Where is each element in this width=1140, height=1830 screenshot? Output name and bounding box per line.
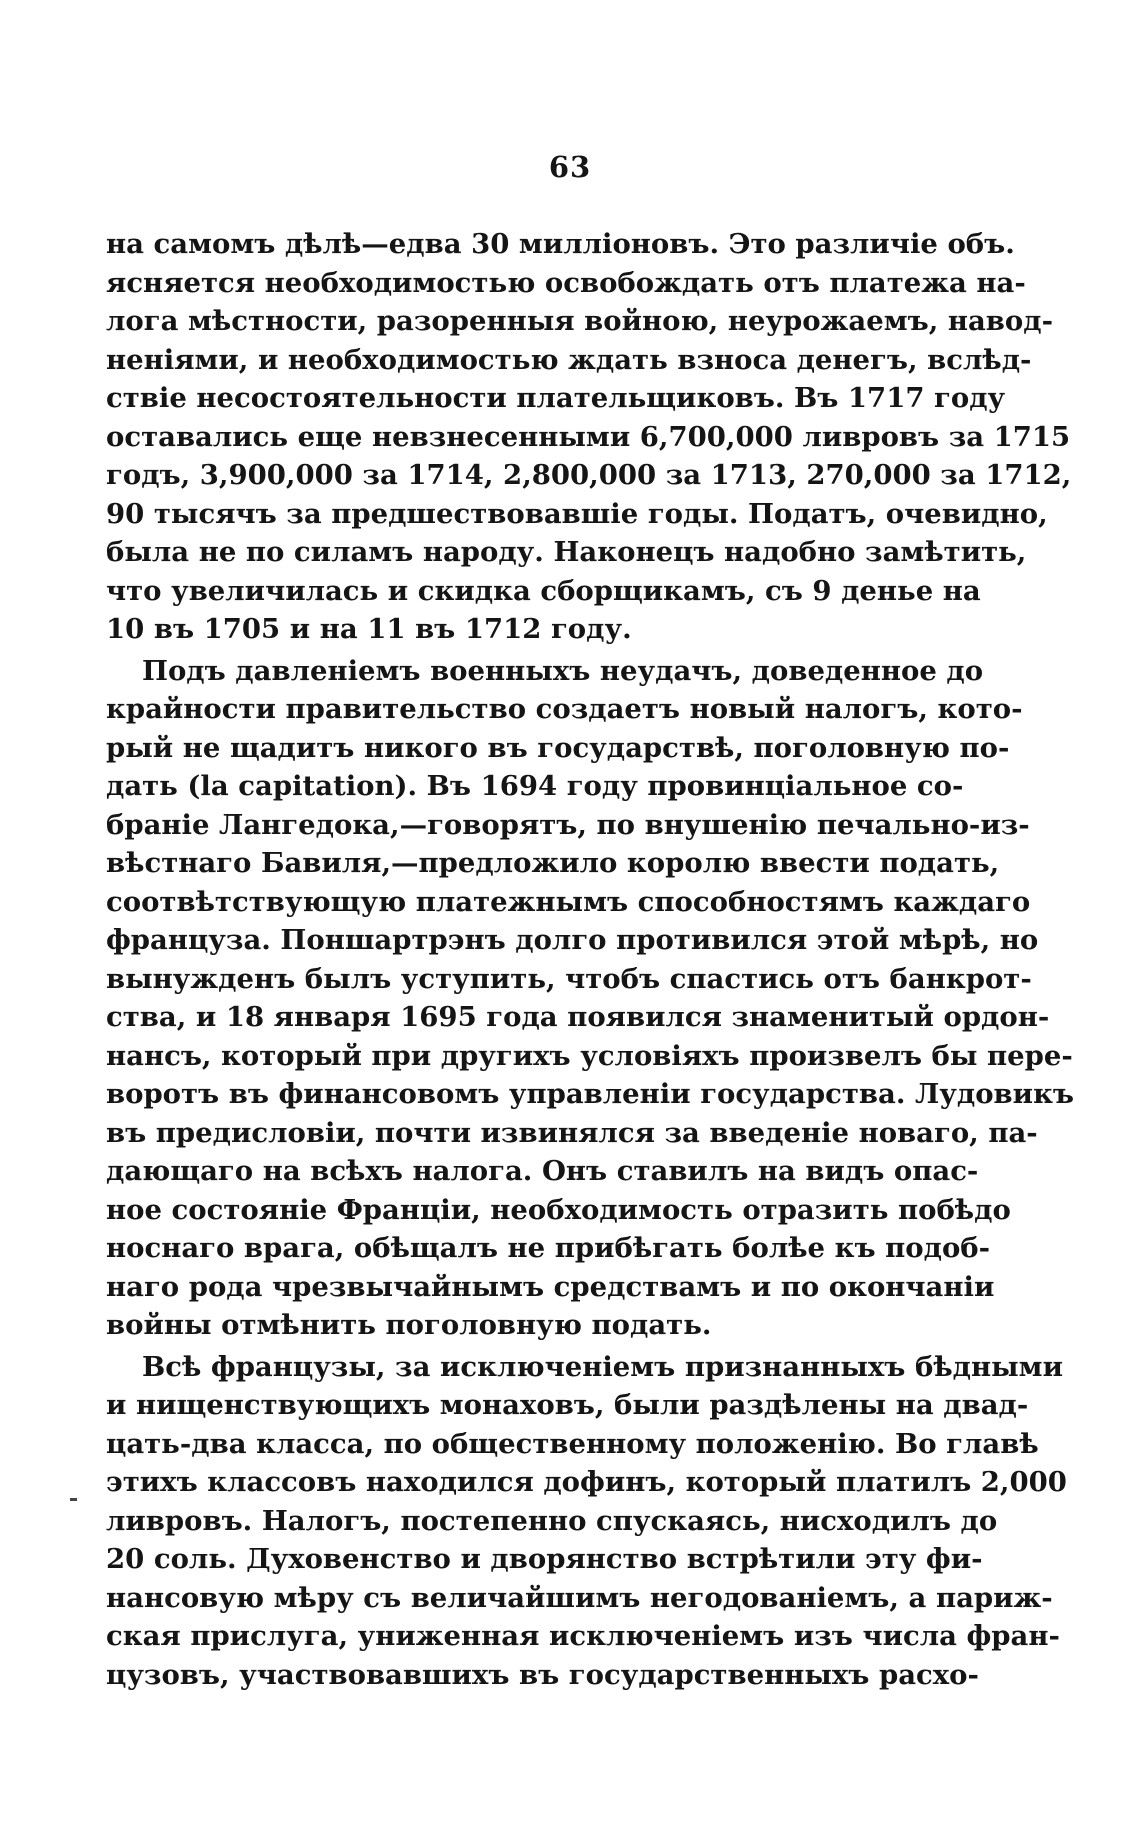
text-line: вынужденъ былъ уступить, чтобъ спастись отъ банкрот- xyxy=(106,962,1032,995)
text-line: браніе Лангедока,—говорятъ, по внушенію печально-из- xyxy=(106,808,1030,841)
text-line: ская прислуга, униженная исключеніемъ изъ числа фран- xyxy=(106,1620,1060,1652)
text-line: дать (la capitation). Въ 1694 году провинціальное со- xyxy=(106,770,964,802)
text-line: въ предисловіи, почти извинялся за введеніе новаго, па- xyxy=(106,1116,1038,1149)
paragraph-1 xyxy=(106,225,1072,649)
text-line: нансовую мѣру съ величайшимъ негодованіемъ, а париж- xyxy=(106,1581,1053,1614)
paragraph-2 xyxy=(106,652,1075,1345)
text-line: на самомъ дѣлѣ—едва 30 милліоновъ. Это различіе объ. xyxy=(106,228,1015,260)
text-line: Всѣ французы, за исключеніемъ признанныхъ бѣдными xyxy=(142,1350,1063,1383)
text-line: нансъ, который при другихъ условіяхъ произвелъ бы пере- xyxy=(106,1039,1073,1072)
text-line: цать-два класса, по общественному положенію. Во главѣ xyxy=(106,1427,1039,1460)
text-line: ствіе несостоятельности плательщиковъ. Въ 1717 году xyxy=(106,382,1006,414)
text-line: 20 соль. Духовенство и дворянство встрѣтили эту фи- xyxy=(106,1543,983,1575)
print-speck xyxy=(70,1498,77,1501)
text-line: войны отмѣнить поголовную подать. xyxy=(106,1309,712,1341)
text-line: француза. Поншартрэнъ долго противился этой мѣрѣ, но xyxy=(106,924,1039,956)
text-line: вѣстнаго Бавиля,—предложило королю ввести подать, xyxy=(106,847,1000,879)
text-line: ства, и 18 января 1695 года появился знаменитый ордон- xyxy=(106,1001,1050,1033)
text-line: годъ, 3,900,000 за 1714, 2,800,000 за 1713, 270,000 за 1712, xyxy=(106,459,1072,491)
text-line: ясняется необходимостью освобождать отъ платежа на- xyxy=(106,266,1026,299)
text-line: была не по силамъ народу. Наконецъ надобно замѣтить, xyxy=(106,536,1027,568)
text-line: этихъ классовъ находился дофинъ, который платилъ 2,000 xyxy=(106,1466,1067,1498)
text-line: что увеличилась и скидка сборщикамъ, съ 9 деньe на xyxy=(106,574,981,607)
text-line: ное состояніе Франціи, необходимость отразить побѣдо xyxy=(106,1193,1011,1226)
text-line: Подъ давленіемъ военныхъ неудачъ, доведенное до xyxy=(142,654,984,687)
text-line: цузовъ, участвовавшихъ въ государственныхъ расхо- xyxy=(106,1658,979,1691)
body-text xyxy=(106,225,1075,1694)
text-line: воротъ въ финансовомъ управленіи государства. Лудовикъ xyxy=(106,1078,1075,1110)
text-line: крайности правительство создаетъ новый налогъ, кото- xyxy=(106,693,1023,725)
text-line: неніями, и необходимостью ждать взноса денегъ, вслѣд- xyxy=(106,343,1032,376)
page-number: 63 xyxy=(548,150,592,184)
text-line: и нищенствующихъ монаховъ, были раздѣлены на двад- xyxy=(106,1389,1029,1421)
text-line: 10 въ 1705 и на 11 въ 1712 году. xyxy=(106,613,632,645)
text-line: 90 тысячъ за предшествовавшіе годы. Податъ, очевидно, xyxy=(106,497,1048,530)
text-line: соотвѣтствующую платежнымъ способностямъ каждаго xyxy=(106,885,1031,918)
text-line: дающаго на всѣхъ налога. Онъ ставилъ на видъ опас- xyxy=(106,1155,979,1187)
text-line: наго рода чрезвычайнымъ средствамъ и по окончаніи xyxy=(106,1270,995,1303)
text-line: носнаго врага, обѣщалъ не прибѣгать болѣе къ подоб- xyxy=(106,1232,991,1264)
text-line: рый не щадитъ никого въ государствѣ, поголовную по- xyxy=(106,731,1010,764)
text-line: оставались еще невзнесенными 6,700,000 ливровъ за 1715 xyxy=(106,420,1071,453)
text-line: ливровъ. Налогъ, постепенно спускаясь, нисходилъ до xyxy=(106,1504,998,1537)
paragraph-3 xyxy=(106,1348,1067,1695)
text-line: лога мѣстности, разоренныя войною, неурожаемъ, навод- xyxy=(106,305,1053,337)
